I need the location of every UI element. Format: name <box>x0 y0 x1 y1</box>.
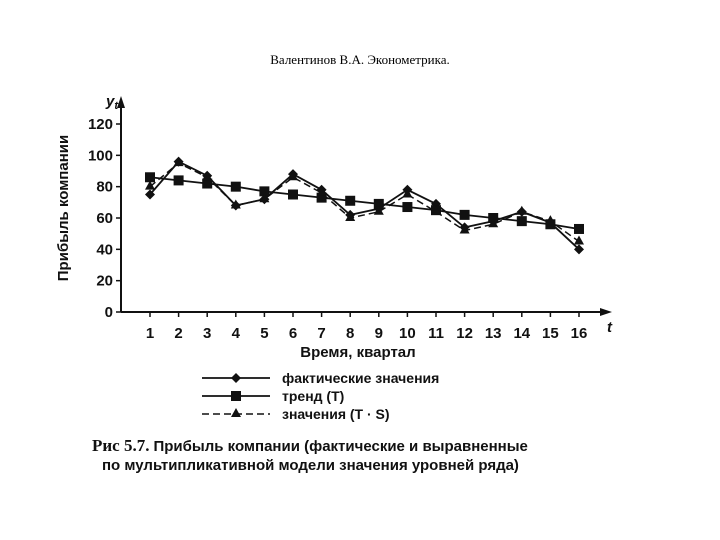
x-tick-label: 14 <box>513 325 531 342</box>
x-tick-label: 9 <box>374 325 383 342</box>
y-axis-arrow <box>117 96 125 108</box>
x-tick-label: 4 <box>231 325 240 342</box>
x-tick-label: 5 <box>260 325 269 342</box>
x-tick-label: 3 <box>203 325 212 342</box>
y-tick-label: 60 <box>96 210 113 227</box>
x-axis-label: Время, квартал <box>300 344 416 361</box>
point-trend <box>460 210 470 220</box>
legend-marker-ts <box>231 408 241 417</box>
caption-line-2: по мультипликативной модели значения уровней ряда) <box>102 457 519 474</box>
point-trend <box>174 175 184 185</box>
point-trend <box>402 202 412 212</box>
x-tick-label: 12 <box>456 325 473 342</box>
y-tick-label: 120 <box>87 116 113 133</box>
page-header: Валентинов В.А. Эконометрика. <box>270 52 450 67</box>
y-tick-label: 0 <box>104 304 113 321</box>
y-axis-label: Прибыль компании <box>55 134 72 282</box>
x-tick-label: 7 <box>317 325 326 342</box>
y-tick-label: 80 <box>96 178 113 196</box>
figure-caption <box>92 436 592 475</box>
point-trend <box>288 190 298 200</box>
y-axis-symbol-sub: t <box>114 100 119 112</box>
legend-marker-actual <box>231 373 241 383</box>
point-ts <box>574 236 584 245</box>
x-tick-label: 13 <box>484 325 502 342</box>
x-tick-label: 8 <box>346 325 355 342</box>
caption-line-1 <box>92 436 592 456</box>
legend-label-ts: значения (T · S) <box>282 406 390 422</box>
x-tick-label: 6 <box>288 325 298 342</box>
x-tick-label: 10 <box>399 325 416 342</box>
y-tick-label: 100 <box>87 147 113 165</box>
x-axis-symbol: t <box>607 319 612 336</box>
caption-text-1: Прибыль компании (фактические и выравненные <box>153 438 528 455</box>
y-axis-symbol <box>105 93 119 112</box>
x-tick-label: 11 <box>428 325 444 342</box>
caption-prefix: Рис 5.7. <box>92 436 150 455</box>
series-line-0 <box>150 162 579 250</box>
y-tick-label: 40 <box>96 241 113 259</box>
x-tick-label: 2 <box>174 325 183 342</box>
legend-label-trend: тренд (T) <box>282 388 345 404</box>
y-axis-symbol-main: y <box>106 93 115 110</box>
point-trend <box>231 182 241 192</box>
point-trend <box>345 196 355 206</box>
x-tick-label: 16 <box>570 325 588 342</box>
legend-marker-trend <box>231 391 241 401</box>
legend-label-actual: фактические значения <box>282 370 440 386</box>
x-tick-label: 1 <box>145 325 155 342</box>
point-trend <box>574 224 584 234</box>
x-tick-label: 15 <box>542 325 559 342</box>
x-axis-arrow <box>600 308 612 316</box>
legend <box>202 370 439 422</box>
point-trend <box>517 216 527 226</box>
y-tick-label: 20 <box>96 272 113 290</box>
